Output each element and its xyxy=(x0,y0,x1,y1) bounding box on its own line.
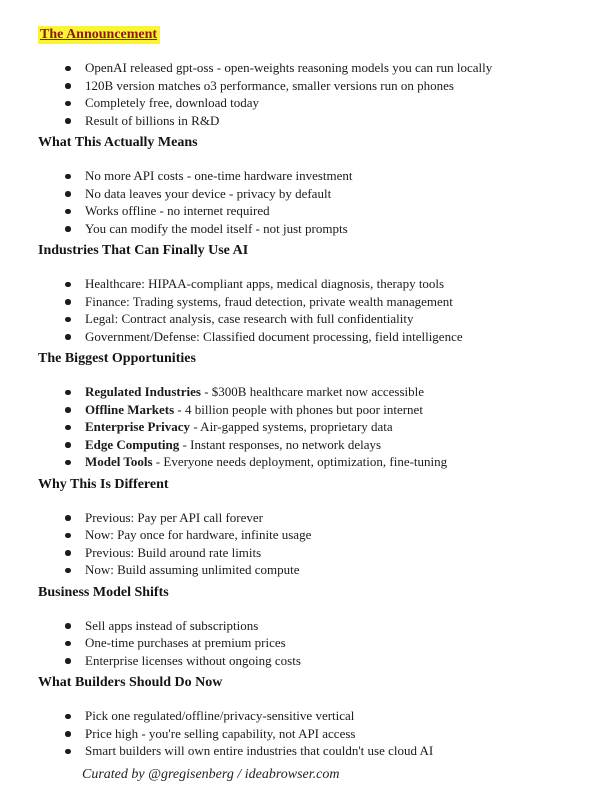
list-item: Healthcare: HIPAA-compliant apps, medical diagnosis, therapy tools xyxy=(85,275,577,293)
list-item: No more API costs - one-time hardware investment xyxy=(85,167,577,185)
list-item-rest: - Air-gapped systems, proprietary data xyxy=(190,419,393,434)
section-industries xyxy=(38,243,577,345)
list-item: Sell apps instead of subscriptions xyxy=(85,617,577,635)
list-item-bold-lead: Model Tools xyxy=(85,454,153,469)
list-item: Enterprise licenses without ongoing costs xyxy=(85,652,577,670)
section-heading-industries: Industries That Can Finally Use AI xyxy=(38,243,249,258)
list-item-rest: - $300B healthcare market now accessible xyxy=(200,384,425,399)
list-item xyxy=(85,436,577,454)
section-opportunities xyxy=(38,351,577,471)
list-item: Result of billions in R&D xyxy=(85,112,577,130)
section-why-different xyxy=(38,477,577,579)
list-item: Previous: Pay per API call forever xyxy=(85,509,577,527)
list-item: One-time purchases at premium prices xyxy=(85,634,577,652)
section-what-this-means xyxy=(38,135,577,237)
list-item-bold-lead: Enterprise Privacy xyxy=(85,419,191,434)
list-item-rest: - Everyone needs deployment, optimization, fine-tuning xyxy=(152,454,448,469)
section-heading-opportunities: The Biggest Opportunities xyxy=(38,351,196,366)
list-item-bold-lead: Edge Computing xyxy=(85,436,180,452)
list-item: Previous: Build around rate limits xyxy=(85,544,577,562)
section-announcement xyxy=(38,27,577,129)
section-business-model xyxy=(38,585,577,670)
section-heading-business-model: Business Model Shifts xyxy=(38,584,169,600)
section-heading-builders: What Builders Should Do Now xyxy=(38,675,223,690)
list-item-rest: - Instant responses, no network delays xyxy=(179,436,382,452)
list-item: Completely free, download today xyxy=(85,94,577,112)
list-item: OpenAI released gpt-oss - open-weights reasoning models you can run locally xyxy=(85,59,577,77)
bullet-list-opportunities xyxy=(38,383,577,471)
list-item xyxy=(85,383,577,401)
list-item: Smart builders will own entire industries that couldn't use cloud AI xyxy=(85,742,577,760)
list-item: You can modify the model itself - not just prompts xyxy=(85,220,577,238)
list-item: Pick one regulated/offline/privacy-sensitive vertical xyxy=(85,707,577,725)
bullet-list-what-this-means xyxy=(38,167,577,237)
section-heading-why-different: Why This Is Different xyxy=(38,476,169,492)
list-item: Finance: Trading systems, fraud detection, private wealth management xyxy=(85,293,577,311)
list-item: Works offline - no internet required xyxy=(85,202,577,220)
list-item: Now: Build assuming unlimited compute xyxy=(85,561,577,579)
list-item: No data leaves your device - privacy by default xyxy=(85,185,577,203)
list-item: Price high - you're selling capability, not API access xyxy=(85,725,577,743)
section-builders xyxy=(38,675,577,760)
list-item: 120B version matches o3 performance, smaller versions run on phones xyxy=(85,77,577,95)
bullet-list-industries xyxy=(38,275,577,345)
list-item xyxy=(85,453,577,471)
list-item xyxy=(85,401,577,419)
section-heading-announcement xyxy=(38,27,577,42)
highlighted-heading-text: The Announcement xyxy=(38,26,160,44)
list-item: Government/Defense: Classified document processing, field intelligence xyxy=(85,328,577,346)
bullet-list-why-different xyxy=(38,509,577,579)
section-heading-what-this-means: What This Actually Means xyxy=(38,135,198,150)
list-item-rest: - 4 billion people with phones but poor internet xyxy=(174,401,423,417)
list-item xyxy=(85,418,577,436)
bullet-list-announcement xyxy=(38,59,577,129)
list-item-bold-lead: Offline Markets xyxy=(85,401,175,417)
list-item: Legal: Contract analysis, case research with full confidentiality xyxy=(85,310,577,328)
list-item-bold-lead: Regulated Industries xyxy=(85,384,201,399)
bullet-list-builders xyxy=(38,707,577,760)
bullet-list-business-model xyxy=(38,617,577,670)
list-item: Now: Pay once for hardware, infinite usage xyxy=(85,526,577,544)
footer-credit: Curated by @gregisenberg / ideabrowser.com xyxy=(82,766,340,782)
